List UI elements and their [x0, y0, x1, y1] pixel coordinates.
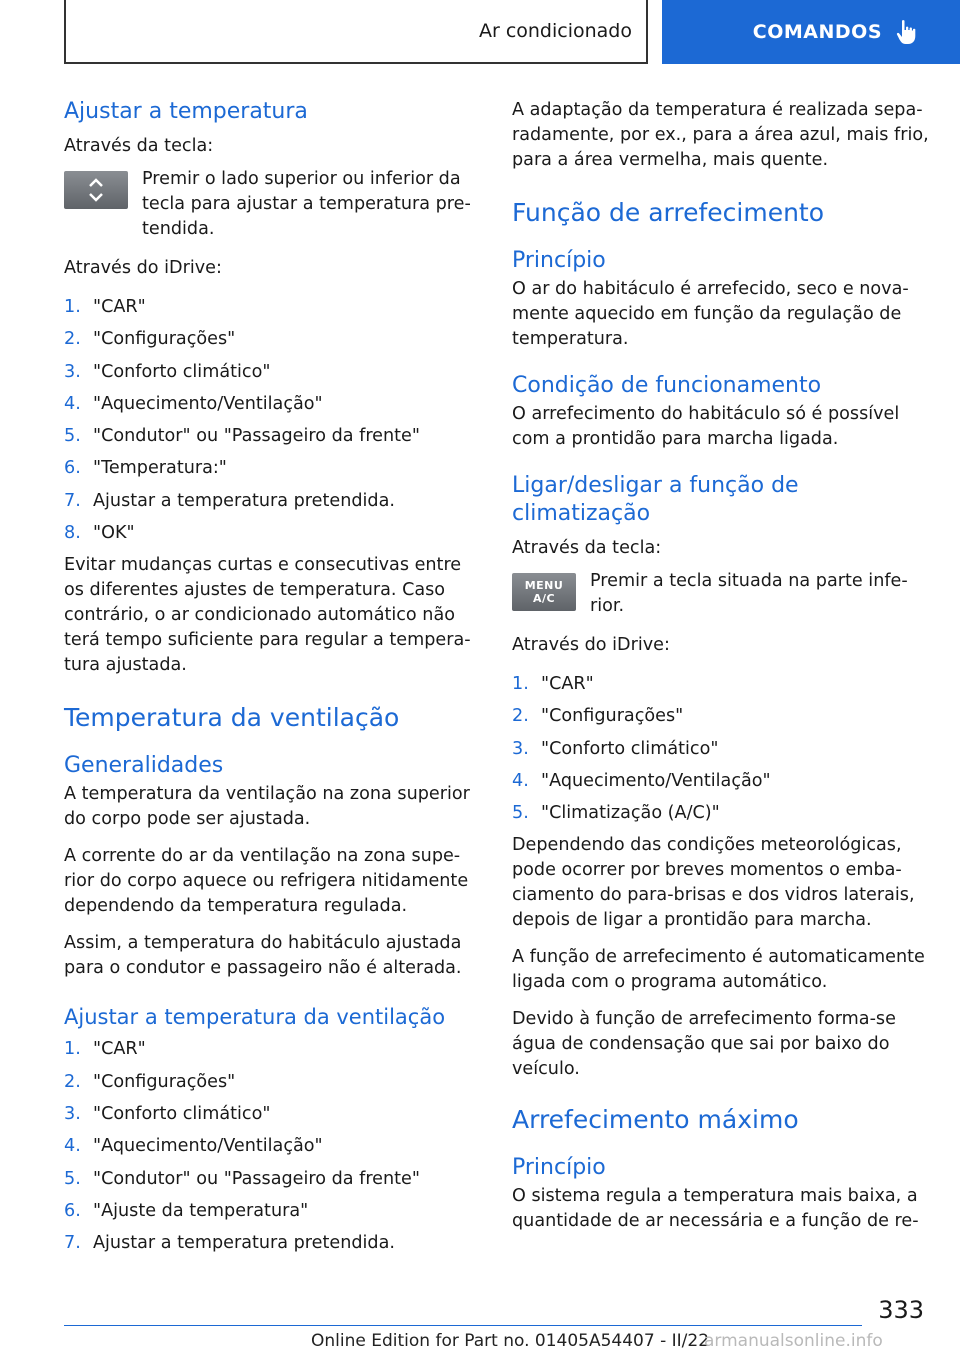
- list-item: 2. "Configurações": [512, 706, 684, 727]
- general-paragraph-3: Assim, a temperatura do habitáculo ajustada para o condutor e passageiro não é alterada.: [64, 933, 462, 979]
- via-button-label: Através da tecla:: [512, 538, 662, 558]
- list-item: 6. "Temperatura:": [64, 458, 227, 479]
- header-chapter-tab: [662, 0, 960, 64]
- list-item: 1. "CAR": [64, 297, 146, 317]
- menu-ac-key-row: [512, 569, 932, 619]
- heading-max-cooling: Arrefecimento máximo: [512, 1105, 799, 1135]
- temperature-rocker-key-image: [64, 171, 128, 209]
- heading-operating-condition: Condição de funcionamento: [512, 373, 822, 398]
- principle-text: O ar do habitáculo é arrefecido, seco e nova-mente aquecido em função da regulação de temperatura.: [512, 279, 909, 349]
- list-item: 2. "Configurações": [64, 329, 236, 350]
- list-item: 1. "CAR": [64, 1039, 146, 1060]
- general-paragraph-1: A temperatura da ventilação na zona superior do corpo pode ser ajustada.: [64, 784, 470, 830]
- list-item: 6. "Ajuste da temperatura": [64, 1200, 309, 1221]
- condensation-note: Devido à função de arrefecimento forma-se água de condensação que sai por baixo do veículo.: [512, 1009, 896, 1080]
- temperature-key-row: [64, 167, 474, 242]
- list-item: 3. "Conforto climático": [64, 1103, 271, 1124]
- key-label-ac: A/C: [532, 592, 556, 605]
- via-idrive-label: Através do iDrive:: [512, 635, 670, 655]
- list-item: 5. "Condutor" ou "Passageiro da frente": [64, 1168, 420, 1189]
- heading-set-temperature: Ajustar a temperatura: [64, 99, 308, 124]
- header-chapter-title: COMANDOS: [752, 21, 882, 43]
- heading-cooling-function: Função de arrefecimento: [512, 198, 825, 227]
- list-item: 1. "CAR": [512, 674, 594, 694]
- footer-watermark: armanualsonline.info: [704, 1331, 883, 1351]
- header-section-tab: [64, 0, 648, 64]
- up-down-arrows-icon: [86, 175, 106, 205]
- list-item: 4. "Aquecimento/Ventilação": [512, 770, 771, 791]
- temperature-warning-text: Evitar mudanças curtas e consecutivas entre os diferentes ajustes de temperatura. Caso contrário, o ar condicionado automático não terá tempo suficiente para regular a tempera-tura ajustada.: [64, 555, 471, 676]
- list-item: 4. "Aquecimento/Ventilação": [64, 1136, 323, 1157]
- general-paragraph-2: A corrente do ar da ventilação na zona supe-rior do corpo aquece ou refrigera nitidamente dependendo da temperatura regulada.: [64, 846, 469, 917]
- hand-pointer-icon: [896, 19, 918, 45]
- set-temperature-steps: [64, 295, 474, 546]
- list-item: 2. "Configurações": [64, 1071, 236, 1092]
- list-item: 3. "Conforto climático": [512, 738, 719, 759]
- list-item: 5. "Condutor" ou "Passageiro da frente": [64, 426, 420, 447]
- temperature-key-description: Premir o lado superior ou inferior da tecla para ajustar a temperatura pre-tendida.: [142, 169, 471, 239]
- right-column: [512, 98, 932, 1234]
- via-idrive-label: Através do iDrive:: [64, 258, 222, 278]
- auto-program-note: A função de arrefecimento é automaticamente ligada com o programa automático.: [512, 947, 925, 993]
- heading-principle-2: Princípio: [512, 1155, 606, 1181]
- operating-condition-text: O arrefecimento do habitáculo só é possível com a prontidão para marcha ligada.: [512, 404, 900, 449]
- heading-ventilation-temperature: Temperatura da ventilação: [64, 703, 400, 733]
- key-label-menu: MENU: [524, 579, 564, 592]
- list-item: 7. Ajustar a temperatura pretendida.: [64, 1233, 395, 1254]
- heading-general: Generalidades: [64, 753, 224, 779]
- page-number: 333: [878, 1296, 924, 1324]
- heading-ac-on-off: Ligar/desligar a função de climatização: [512, 473, 799, 526]
- left-column: [64, 98, 474, 1263]
- set-ventilation-steps: [64, 1037, 474, 1256]
- heading-set-ventilation-temperature: Ajustar a temperatura da ventilação: [64, 1005, 446, 1030]
- via-button-label: Através da tecla:: [64, 136, 214, 156]
- menu-ac-key-description: Premir a tecla situada na parte infe-rior.: [590, 571, 908, 616]
- menu-ac-key-image: [512, 573, 576, 611]
- footer-edition: Online Edition for Part no. 01405A54407 - II/22: [311, 1331, 710, 1351]
- temperature-intro-text: A adaptação da temperatura é realizada sepa-radamente, por ex., para a área azul, mais frio, para a área vermelha, mais quente.: [512, 100, 929, 170]
- list-item: 3. "Conforto climático": [64, 361, 271, 382]
- max-cooling-text: O sistema regula a temperatura mais baixa, a quantidade de ar necessária e a função de re-: [512, 1186, 919, 1232]
- list-item: 5. "Climatização (A/C)": [512, 803, 720, 824]
- header-section-title: Ar condicionado: [478, 20, 632, 42]
- ac-steps: [512, 672, 932, 826]
- list-item: 8. "OK": [64, 523, 135, 544]
- footer-divider: [64, 1325, 862, 1326]
- list-item: 4. "Aquecimento/Ventilação": [64, 393, 323, 414]
- list-item: 7. Ajustar a temperatura pretendida.: [64, 490, 395, 511]
- fogging-note: Dependendo das condições meteorológicas, pode ocorrer por breves momentos o emba-ciamento do para-brisas e dos vidros laterais, depois de ligar a prontidão para marcha.: [512, 835, 915, 931]
- heading-principle: Princípio: [512, 248, 606, 273]
